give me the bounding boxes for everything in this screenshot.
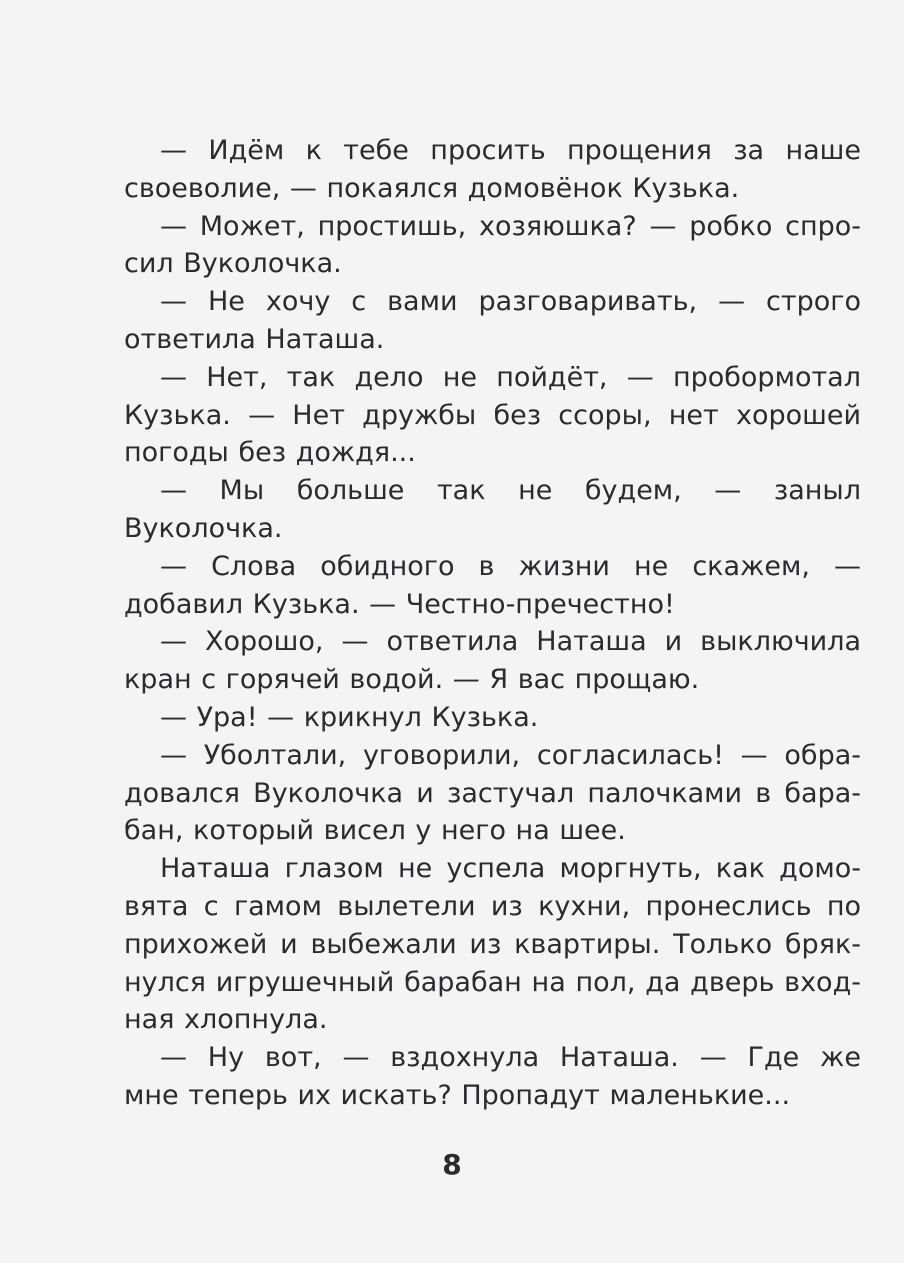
text-line: ответила Наташа. <box>124 323 385 355</box>
text-line: прихожей и выбежали из квартиры. Только бряк- <box>124 928 861 960</box>
text-line: бан, который висел у него на шее. <box>124 815 626 847</box>
page-text <box>124 132 861 1115</box>
text-line: — Ну вот, — вздохнула Наташа. — Где же <box>160 1042 861 1074</box>
text-line: довался Вуколочка и застучал палочками в бара- <box>124 777 861 809</box>
text-line: сил Вуколочка. <box>124 248 342 280</box>
text-line: добавил Кузька. — Честно-пречестно! <box>124 588 675 620</box>
text-line: нулся игрушечный барабан на пол, да дверь вход- <box>124 966 861 998</box>
text-line: — Мы больше так не будем, — заныл <box>160 475 861 507</box>
text-line: — Может, простишь, хозяюшка? — робко спро- <box>160 210 861 242</box>
text-line: мне теперь их искать? Пропадут маленькие... <box>124 1079 791 1111</box>
text-line: Вуколочка. <box>124 512 283 544</box>
page-number: 8 <box>442 1148 462 1181</box>
text-line: — Ура! — крикнул Кузька. <box>160 701 539 733</box>
text-line: Кузька. — Нет дружбы без ссоры, нет хорошей <box>124 399 861 431</box>
text-line: — Идём к тебе просить прощения за наше <box>160 135 861 166</box>
text-line: погоды без дождя... <box>124 437 416 469</box>
text-line: — Хорошо, — ответила Наташа и выключила <box>160 626 861 658</box>
text-line: — Нет, так дело не пойдёт, — пробормотал <box>160 361 861 393</box>
text-line: — Не хочу с вами разговаривать, — строго <box>160 286 861 318</box>
text-line: кран с горячей водой. — Я вас прощаю. <box>124 664 700 696</box>
text-line: своеволие, — покаялся домовёнок Кузька. <box>124 172 740 204</box>
text-line: Наташа глазом не успела моргнуть, как домо- <box>160 853 861 885</box>
text-line: ная хлопнула. <box>124 1004 328 1036</box>
text-line: вята с гамом вылетели из кухни, пронеслись по <box>124 890 861 922</box>
text-line: — Слова обидного в жизни не скажем, — <box>160 550 861 582</box>
text-line: — Уболтали, уговорили, согласилась! — обра- <box>160 739 861 771</box>
